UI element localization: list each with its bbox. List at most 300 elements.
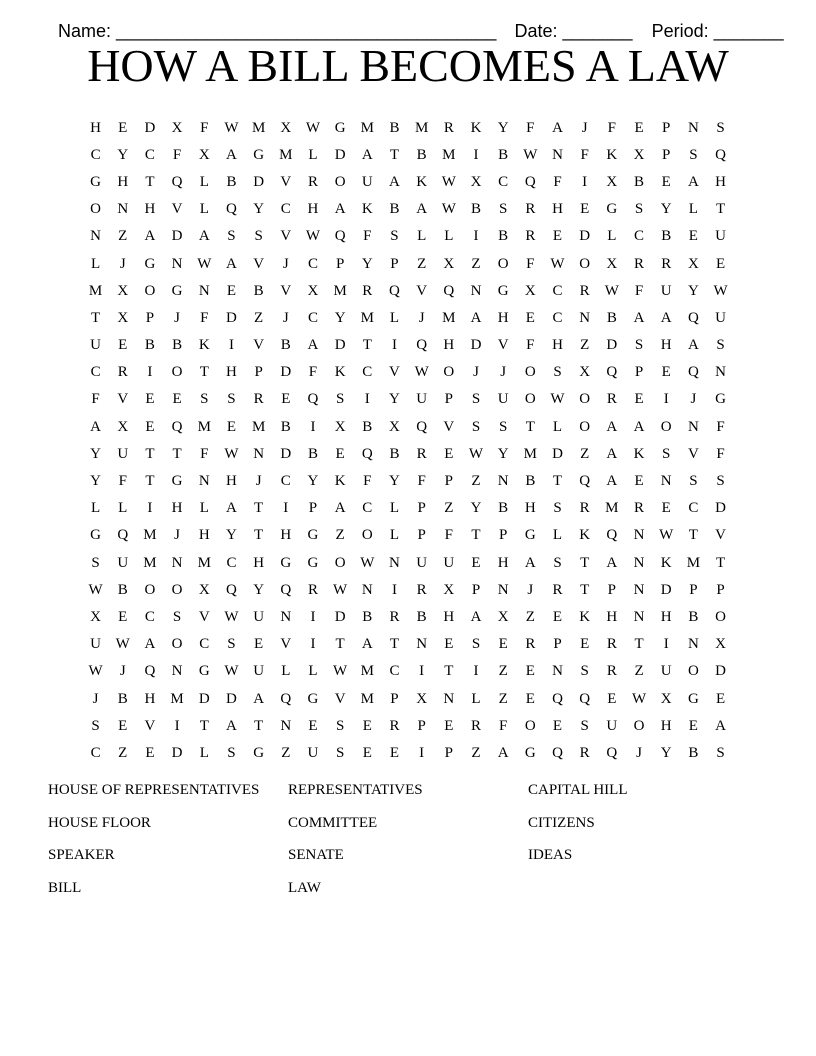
grid-letter: P	[662, 146, 671, 163]
grid-letter: L	[471, 690, 481, 707]
grid-letter: F	[526, 119, 535, 136]
grid-letter: X	[660, 690, 672, 707]
grid-letter: W	[441, 201, 456, 218]
grid-letter: I	[419, 744, 425, 761]
grid-letter: B	[307, 445, 318, 462]
grid-letter: H	[552, 337, 563, 354]
grid-letter: E	[118, 337, 128, 354]
grid-letter: D	[552, 445, 563, 462]
grid-letter: R	[634, 500, 645, 517]
grid-letter: O	[497, 255, 509, 272]
grid-letter: A	[90, 418, 101, 435]
grid-letter: Q	[171, 418, 183, 435]
grid-letter: W	[713, 282, 728, 299]
grid-letter: L	[607, 228, 617, 245]
grid-letter: A	[389, 173, 400, 190]
grid-letter: S	[580, 663, 589, 680]
grid-letter: B	[688, 744, 699, 761]
grid-letter: L	[552, 527, 563, 544]
grid-letter: R	[552, 581, 563, 598]
grid-letter: T	[525, 418, 535, 435]
grid-letter: X	[90, 608, 101, 625]
grid-letter: L	[199, 500, 209, 517]
grid-letter: R	[253, 391, 264, 408]
grid-letter: R	[634, 255, 645, 272]
grid-letter: B	[606, 309, 617, 326]
grid-letter: A	[226, 500, 237, 517]
grid-letter: I	[283, 500, 289, 517]
grid-letter: C	[362, 500, 373, 517]
page-title: HOW A BILL BECOMES A LAW	[87, 40, 729, 91]
grid-letter: Q	[416, 337, 428, 354]
grid-letter: B	[470, 201, 481, 218]
grid-letter: B	[362, 608, 373, 625]
grid-letter: N	[633, 527, 645, 544]
grid-letter: R	[117, 364, 128, 381]
grid-letter: J	[119, 255, 126, 272]
grid-letter: W	[468, 445, 484, 462]
grid-letter: D	[171, 744, 183, 761]
grid-letter: X	[198, 146, 210, 163]
word-list-item: CAPITAL HILL	[528, 782, 628, 798]
grid-letter: P	[417, 717, 426, 734]
grid-letter: Q	[606, 527, 618, 544]
grid-letter: S	[553, 554, 562, 571]
grid-letter: X	[687, 255, 699, 272]
grid-letter: D	[334, 337, 346, 354]
grid-letter: M	[143, 554, 157, 571]
grid-letter: S	[335, 717, 345, 734]
grid-letter: G	[90, 173, 101, 190]
grid-letter: P	[390, 690, 399, 707]
grid-letter: D	[334, 608, 346, 625]
word-list-item: HOUSE FLOOR	[48, 814, 151, 831]
grid-letter: M	[414, 119, 429, 136]
grid-letter: O	[334, 173, 346, 190]
grid-letter: R	[416, 581, 427, 598]
grid-letter: K	[579, 527, 591, 544]
grid-row	[82, 576, 734, 603]
grid-letter: D	[606, 337, 618, 354]
grid-letter: E	[362, 717, 372, 734]
grid-letter: H	[117, 173, 129, 190]
grid-letter: S	[716, 473, 725, 490]
grid-letter: G	[253, 744, 265, 761]
grid-letter: X	[497, 608, 509, 625]
grid-letter: I	[147, 364, 153, 381]
grid-letter: H	[660, 717, 672, 734]
grid-letter: F	[553, 173, 562, 190]
grid-row	[82, 440, 734, 467]
grid-letter: R	[362, 282, 373, 299]
grid-letter: H	[171, 500, 183, 517]
grid-letter: P	[689, 581, 698, 598]
grid-letter: N	[497, 581, 509, 598]
grid-letter: V	[198, 608, 210, 625]
grid-letter: P	[145, 309, 155, 326]
grid-letter: W	[550, 255, 565, 272]
grid-letter: X	[633, 146, 645, 163]
grid-letter: N	[552, 146, 563, 163]
grid-letter: V	[389, 364, 400, 381]
grid-letter: X	[334, 418, 346, 435]
grid-letter: D	[280, 445, 292, 462]
grid-letter: T	[715, 201, 726, 218]
grid-letter: O	[715, 608, 726, 625]
grid-letter: T	[471, 527, 481, 544]
grid-letter: O	[660, 418, 672, 435]
grid-letter: S	[91, 554, 100, 571]
grid-letter: Z	[525, 608, 535, 625]
grid-letter: X	[117, 418, 129, 435]
grid-letter: X	[715, 636, 726, 653]
grid-letter: C	[90, 146, 101, 163]
grid-letter: X	[606, 173, 618, 190]
grid-letter: V	[253, 255, 265, 272]
grid-letter: I	[174, 717, 180, 734]
grid-letter: E	[145, 744, 155, 761]
grid-letter: I	[473, 663, 479, 680]
grid-letter: U	[660, 663, 672, 680]
grid-letter: G	[171, 473, 183, 490]
grid-letter: S	[471, 418, 481, 435]
grid-row	[82, 196, 734, 223]
grid-letter: L	[281, 663, 291, 680]
grid-letter: P	[254, 364, 263, 381]
grid-letter: A	[198, 228, 210, 245]
grid-letter: X	[280, 119, 292, 136]
grid-letter: C	[90, 364, 101, 381]
grid-letter: M	[605, 500, 619, 517]
grid-letter: M	[143, 527, 157, 544]
grid-letter: A	[552, 119, 563, 136]
grid-letter: V	[443, 418, 455, 435]
grid-letter: D	[334, 146, 346, 163]
grid-letter: G	[198, 663, 210, 680]
grid-row	[82, 141, 734, 168]
grid-letter: Z	[580, 445, 590, 462]
grid-letter: P	[417, 527, 426, 544]
grid-letter: A	[307, 337, 319, 354]
grid-row	[82, 522, 734, 549]
student-info-line	[48, 0, 784, 42]
grid-letter: B	[280, 337, 291, 354]
grid-letter: C	[280, 201, 291, 218]
grid-letter: F	[580, 146, 589, 163]
grid-letter: V	[497, 337, 509, 354]
grid-letter: E	[118, 717, 128, 734]
grid-letter: F	[417, 473, 426, 490]
grid-letter: W	[604, 282, 619, 299]
grid-letter: D	[715, 500, 726, 517]
grid-letter: S	[662, 445, 671, 462]
grid-letter: R	[470, 717, 481, 734]
grid-letter: M	[88, 282, 103, 299]
grid-letter: T	[254, 527, 264, 544]
grid-letter: R	[606, 636, 617, 653]
grid-letter: E	[688, 228, 698, 245]
grid-letter: E	[634, 391, 644, 408]
grid-letter: Q	[552, 744, 563, 761]
grid-letter: S	[471, 636, 481, 653]
grid-letter: T	[389, 636, 400, 653]
grid-letter: L	[118, 500, 128, 517]
grid-letter: K	[416, 173, 428, 190]
word-list-item: IDEAS	[528, 847, 573, 863]
grid-letter: P	[444, 473, 453, 490]
grid-letter: W	[88, 581, 103, 598]
grid-letter: V	[280, 282, 292, 299]
grid-letter: O	[633, 717, 645, 734]
grid-letter: L	[417, 228, 427, 245]
grid-letter: I	[228, 337, 234, 354]
grid-letter: M	[170, 690, 184, 707]
grid-letter: Q	[579, 473, 591, 490]
grid-letter: S	[634, 337, 644, 354]
grid-letter: M	[360, 119, 374, 136]
grid-letter: F	[308, 364, 318, 381]
grid-letter: T	[254, 717, 264, 734]
grid-letter: Z	[254, 309, 264, 326]
grid-letter: U	[443, 554, 455, 571]
grid-letter: A	[633, 309, 645, 326]
grid-letter: P	[444, 744, 453, 761]
grid-letter: X	[443, 581, 455, 598]
grid-letter: A	[334, 201, 346, 218]
grid-row	[82, 386, 734, 413]
grid-letter: M	[442, 309, 456, 326]
grid-letter: C	[90, 744, 101, 761]
grid-letter: B	[498, 228, 509, 245]
grid-letter: P	[553, 636, 562, 653]
grid-letter: A	[253, 690, 265, 707]
grid-letter: M	[333, 282, 347, 299]
grid-letter: E	[715, 690, 726, 707]
grid-letter: H	[524, 500, 536, 517]
grid-letter: A	[226, 717, 237, 734]
grid-letter: I	[364, 391, 370, 408]
grid-letter: O	[579, 391, 591, 408]
grid-letter: M	[523, 445, 537, 462]
grid-letter: P	[335, 255, 345, 272]
grid-letter: F	[498, 717, 508, 734]
grid-letter: Q	[443, 282, 455, 299]
grid-letter: B	[525, 473, 536, 490]
grid-letter: A	[361, 636, 373, 653]
date-field: Date: _______	[514, 21, 633, 41]
grid-letter: B	[498, 500, 509, 517]
grid-letter: X	[470, 173, 482, 190]
grid-letter: G	[144, 255, 156, 272]
grid-letter: E	[552, 608, 563, 625]
grid-letter: L	[389, 500, 400, 517]
grid-letter: B	[389, 119, 400, 136]
grid-letter: D	[280, 364, 292, 381]
grid-letter: H	[660, 608, 672, 625]
grid-letter: U	[253, 608, 265, 625]
grid-letter: B	[253, 282, 264, 299]
grid-letter: F	[200, 445, 209, 462]
grid-letter: N	[633, 581, 645, 598]
grid-letter: F	[444, 527, 453, 544]
grid-letter: F	[200, 119, 209, 136]
grid-letter: M	[360, 663, 374, 680]
grid-letter: B	[498, 146, 509, 163]
grid-letter: E	[444, 445, 454, 462]
grid-row	[82, 223, 734, 250]
grid-row	[82, 658, 734, 685]
grid-letter: O	[171, 636, 183, 653]
word-list-item: HOUSE OF REPRESENTATIVES	[48, 782, 260, 798]
grid-letter: H	[497, 309, 509, 326]
grid-letter: W	[631, 690, 647, 707]
grid-letter: X	[307, 282, 319, 299]
grid-letter: F	[716, 418, 725, 435]
grid-letter: S	[91, 717, 100, 734]
grid-letter: V	[144, 717, 156, 734]
grid-letter: Z	[471, 473, 481, 490]
grid-letter: U	[117, 554, 129, 571]
grid-letter: T	[145, 473, 155, 490]
grid-letter: N	[171, 554, 183, 571]
grid-letter: T	[389, 146, 400, 163]
grid-letter: S	[335, 391, 345, 408]
grid-letter: Q	[280, 581, 292, 598]
grid-letter: A	[633, 418, 645, 435]
grid-letter: Q	[117, 527, 129, 544]
grid-letter: Q	[226, 581, 237, 598]
grid-letter: E	[525, 690, 535, 707]
grid-letter: Z	[498, 663, 508, 680]
grid-letter: W	[88, 663, 103, 680]
grid-letter: W	[224, 445, 239, 462]
grid-letter: N	[361, 581, 373, 598]
grid-letter: C	[634, 228, 645, 245]
grid-letter: D	[579, 228, 591, 245]
grid-letter: O	[524, 391, 536, 408]
grid-letter: B	[117, 581, 128, 598]
grid-letter: E	[226, 282, 237, 299]
grid-letter: T	[199, 717, 209, 734]
grid-letter: D	[226, 309, 237, 326]
grid-letter: X	[117, 309, 129, 326]
grid-letter: T	[634, 636, 644, 653]
grid-letter: S	[471, 391, 481, 408]
grid-row	[82, 304, 734, 331]
grid-letter: H	[144, 690, 156, 707]
grid-letter: K	[334, 473, 346, 490]
grid-letter: K	[198, 337, 210, 354]
grid-letter: A	[687, 337, 699, 354]
grid-letter: J	[636, 744, 642, 761]
grid-letter: K	[633, 445, 645, 462]
grid-letter: S	[172, 608, 182, 625]
grid-letter: E	[580, 201, 590, 218]
grid-letter: O	[443, 364, 455, 381]
grid-letter: X	[198, 581, 210, 598]
grid-letter: F	[634, 282, 644, 299]
grid-letter: Q	[171, 173, 183, 190]
grid-letter: E	[525, 309, 535, 326]
grid-letter: T	[199, 364, 209, 381]
grid-letter: P	[308, 500, 318, 517]
grid-letter: S	[716, 337, 725, 354]
grid-letter: S	[689, 473, 698, 490]
grid-letter: M	[686, 554, 701, 571]
grid-letter: G	[253, 146, 265, 163]
grid-letter: A	[524, 554, 536, 571]
grid-letter: P	[607, 581, 617, 598]
grid-letter: R	[307, 581, 318, 598]
period-field: Period: _______	[651, 21, 784, 41]
grid-letter: E	[118, 119, 128, 136]
grid-letter: S	[580, 717, 589, 734]
grid-letter: W	[115, 636, 130, 653]
grid-letter: F	[526, 337, 535, 354]
grid-letter: H	[226, 473, 237, 490]
grid-letter: G	[171, 282, 183, 299]
grid-letter: F	[716, 445, 725, 462]
grid-letter: T	[335, 636, 345, 653]
grid-letter: U	[715, 228, 726, 245]
grid-letter: C	[199, 636, 210, 653]
grid-letter: S	[498, 418, 508, 435]
word-search-grid	[82, 114, 734, 767]
grid-letter: C	[307, 309, 318, 326]
grid-letter: H	[90, 119, 101, 136]
grid-letter: Z	[335, 527, 345, 544]
grid-letter: W	[197, 255, 212, 272]
grid-letter: F	[91, 391, 100, 408]
grid-letter: Q	[334, 228, 346, 245]
grid-letter: Q	[144, 663, 156, 680]
grid-letter: G	[90, 527, 101, 544]
grid-row	[82, 332, 734, 359]
grid-letter: X	[171, 119, 183, 136]
grid-row	[82, 549, 734, 576]
grid-letter: T	[362, 337, 372, 354]
grid-letter: J	[282, 309, 289, 326]
grid-letter: H	[606, 608, 618, 625]
grid-letter: Z	[471, 744, 481, 761]
grid-letter: K	[606, 146, 618, 163]
grid-letter: B	[389, 201, 400, 218]
grid-letter: Y	[497, 119, 509, 136]
grid-letter: V	[253, 337, 265, 354]
grid-letter: B	[172, 337, 183, 354]
grid-letter: S	[553, 364, 562, 381]
grid-letter: V	[715, 527, 726, 544]
grid-letter: E	[552, 717, 563, 734]
grid-letter: P	[444, 391, 453, 408]
grid-letter: L	[199, 173, 209, 190]
grid-letter: Y	[117, 146, 129, 163]
grid-letter: O	[687, 663, 699, 680]
grid-letter: Q	[307, 391, 319, 408]
grid-letter: J	[581, 119, 588, 136]
grid-letter: N	[687, 418, 699, 435]
grid-letter: T	[580, 581, 590, 598]
grid-letter: U	[361, 173, 373, 190]
grid-letter: L	[389, 527, 400, 544]
grid-letter: E	[688, 717, 698, 734]
grid-letter: N	[579, 309, 591, 326]
grid-letter: E	[634, 473, 644, 490]
grid-letter: L	[308, 663, 318, 680]
grid-letter: H	[715, 173, 726, 190]
grid-letter: W	[550, 391, 565, 408]
grid-letter: Z	[444, 500, 454, 517]
